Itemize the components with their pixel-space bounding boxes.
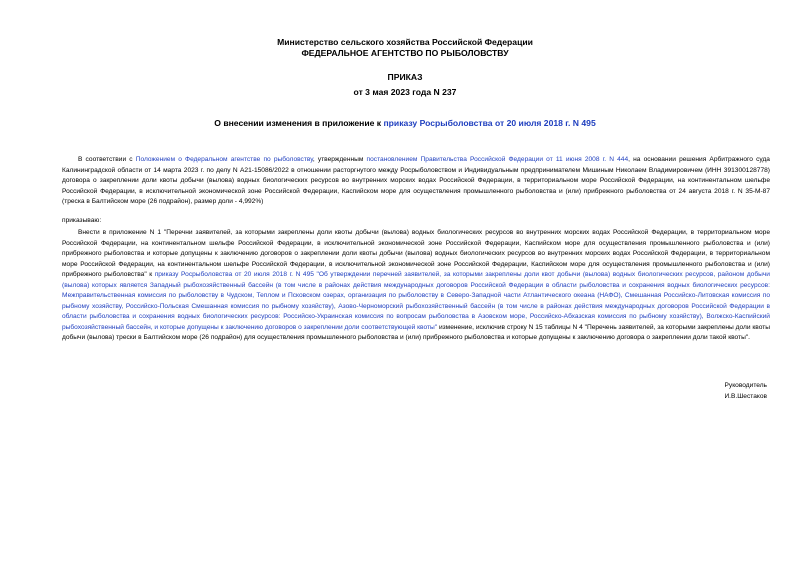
order-text-2: изменение, исключив строку N 15 таблицы N 4 "Перечень заявителей, за которыми закреплены доли квоты добычи (вылова) трески в Балтийском море (26 подрайон) для осуществления промышленного рыболовства и (или) прибрежного рыболовства и которые допущены к заключению договора о закреплении доли такой квоты". xyxy=(62,323,770,341)
preamble-paragraph xyxy=(62,155,770,208)
order-495-link[interactable]: приказу Росрыболовства от 20 июля 2018 г. N 495 "Об утверждении перечней заявителей, за которыми закреплены доли квот добычи (вылова) водных биологических ресурсов, районом добычи (вылова) которых является Западный рыбохозяйственный бассейн (в том числе в районах действия международных договоров Российской Федерации в области рыболовства и сохранения водных биологических ресурсов: Межправительственная комиссия по рыболовству в Чудском, Теплом и Псковском озерах, организация по рыболовству в Северо-Западной части Атлантического океана (НАФО), Смешанная Российско-Литовская комиссия по рыбному хозяйству, Российско-Польская Смешанная комиссия по рыбному хозяйству), Азово-Черноморский рыбохозяйственный бассейн (в том числе в районах действия международных договоров Российской Федерации в области рыболовства и сохранения водных биологических ресурсов: Российско-Украинская комиссия по вопросам рыболовства в Азовском море, Российско-Абхазская комиссия по рыбному хозяйству), Волжско-Каспийский рыбохозяйственный бассейн, и которые допущены к заключению договоров о закреплении доли соответствующей квоты" xyxy=(62,271,770,331)
document-type: ПРИКАЗ xyxy=(387,72,423,82)
preamble-text-2: , утвержденным xyxy=(312,156,367,163)
preamble-text-1: В соответствии с xyxy=(78,156,136,163)
order-word: приказываю: xyxy=(62,217,102,224)
signature-name: И.В.Шестаков xyxy=(724,393,767,400)
signature-position: Руководитель xyxy=(724,382,767,389)
preamble-text-3: , на основании решения Арбитражного суда Калининградской области от 14 марта 2023 г. по делу N А21-15086/2022 в отношении расторгнутого между Росрыболовством и Индивидуальным предпринимателем Мишиным Николаем Владимировичем (ИНН 391300128778) договора о закреплении доли квоты добычи (вылова) водных биологических ресурсов во внутренних морских водах Российской Федерации, в территориальном море Российской Федерации, на континентальном шельфе Российской Федерации, в исключительной экономической зоне Российской Федерации, Каспийском море для осуществления промышленного рыболовства и (или) прибрежного рыболовства от 24 августа 2018 г. N 35-М-87 (треска в Балтийском море (26 подрайон), размер доли - 4,992%) xyxy=(62,156,770,205)
title-order-link[interactable]: приказу Росрыболовства от 20 июля 2018 г. N 495 xyxy=(383,118,596,128)
order-text-1: Внести в приложение N 1 "Перечни заявителей, за которыми закреплены доли квоты добычи (вылова) водных биологических ресурсов во внутренних морских водах Российской Федерации, в территориальном море Российской Федерации, на континентальном шельфе Российской Федерации, в исключительной экономической зоне Российской Федерации, Каспийском море для осуществления промышленного рыболовства и (или) прибрежного рыболовства и которые допущены к заключению договоров о закреплении доли квоты добычи (вылова) водных биологических ресурсов во внутренних морских водах Российской Федерации, в территориальном море Российской Федерации, на континентальном шельфе Российской Федерации, в исключительной экономической зоне Российской Федерации, Каспийском море для осуществления промышленного рыболовства и (или) прибрежного рыболовства" к xyxy=(62,229,770,278)
regulation-link[interactable]: Положением о Федеральном агентстве по рыболовству xyxy=(135,156,313,163)
title-prefix: О внесении изменения в приложение к xyxy=(214,118,384,128)
order-paragraph xyxy=(62,228,770,344)
ministry-name: Министерство сельского хозяйства Российской Федерации xyxy=(277,37,533,47)
document-title xyxy=(40,118,770,129)
document-date-number: от 3 мая 2023 года N 237 xyxy=(353,87,457,97)
agency-name: ФЕДЕРАЛЬНОЕ АГЕНТСТВО ПО РЫБОЛОВСТВУ xyxy=(301,48,509,58)
government-decree-link[interactable]: постановлением Правительства Российской Федерации от 11 июня 2008 г. N 444 xyxy=(366,156,629,163)
